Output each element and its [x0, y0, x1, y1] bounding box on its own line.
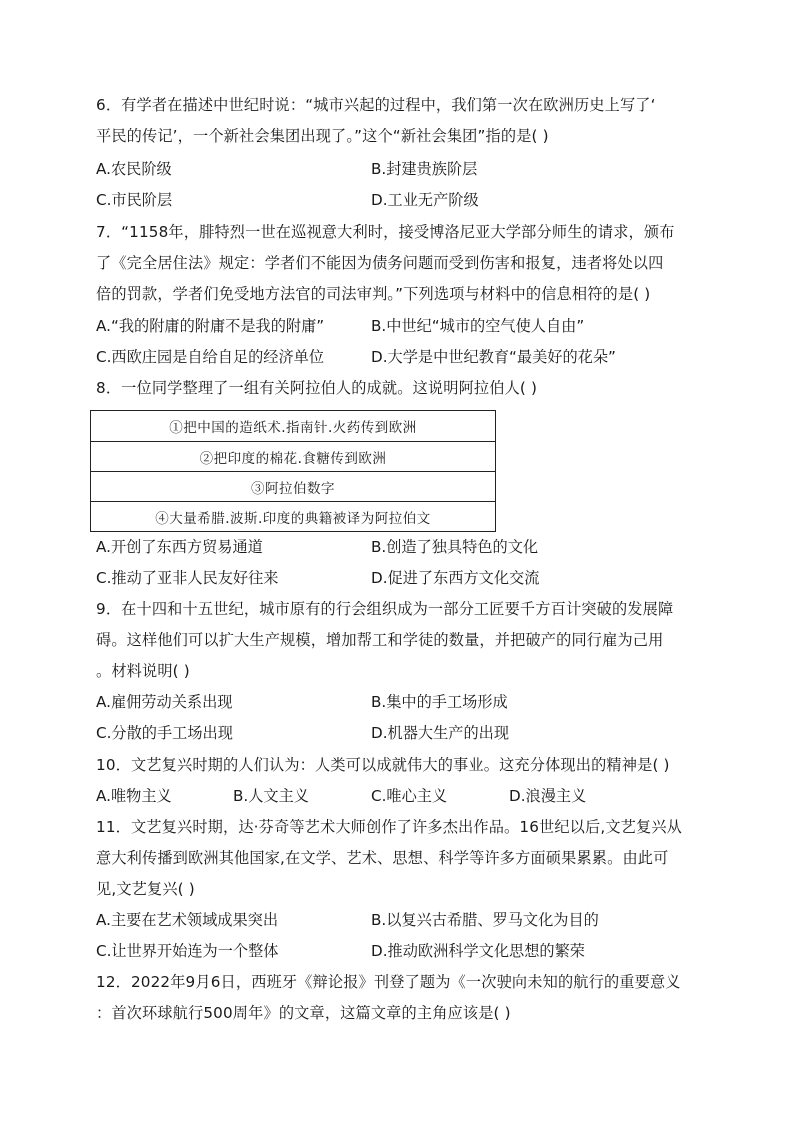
q8-option-a: A.开创了东西方贸易通道 [96, 538, 263, 556]
question-12-line-2: ：首次环球航行500周年》的文章，这篇文章的主角应该是( ) [96, 1004, 511, 1022]
question-11-line-3: 见,文艺复兴( ) [96, 880, 195, 898]
question-7-line-2: 了《完全居住法》规定：学者们不能因为债务问题而受到伤害和报复，违者将处以四 [96, 254, 664, 272]
q10-option-c: C.唯心主义 [371, 787, 448, 805]
question-9-line-2: 碍。这样他们可以扩大生产规模，增加帮工和学徒的数量，并把破产的同行雇为己用 [96, 631, 664, 649]
q6-option-b: B.封建贵族阶层 [371, 160, 478, 178]
q7-option-c: C.西欧庄园是自给自足的经济单位 [96, 348, 325, 366]
table-row: ④大量希腊.波斯.印度的典籍被译为阿拉伯文 [91, 501, 495, 531]
question-7-line-1: 7．“1158年，腓特烈一世在巡视意大利时，接受博洛尼亚大学部分师生的请求，颁布 [96, 223, 675, 241]
question-6-line-2: 平民的传记’，一个新社会集团出现了。”这个“新社会集团”指的是( ) [96, 127, 549, 145]
question-9-line-3: 。材料说明( ) [96, 662, 190, 680]
q9-option-c: C.分散的手工场出现 [96, 724, 233, 742]
q10-option-d: D.浪漫主义 [509, 787, 587, 805]
q10-option-b: B.人文主义 [233, 787, 309, 805]
arab-achievements-table [90, 410, 496, 532]
table-row: ①把中国的造纸术.指南针.火药传到欧洲 [169, 420, 417, 436]
question-11-line-2: 意大利传播到欧洲其他国家,在文学、艺术、思想、科学等许多方面硕果累累。由此可 [96, 849, 669, 867]
table-row: ③阿拉伯数字 [91, 471, 495, 501]
question-9-line-1: 9．在十四和十五世纪，城市原有的行会组织成为一部分工匠要千方百计突破的发展障 [96, 600, 674, 618]
table-row: ②把印度的棉花.食糖传到欧洲 [91, 441, 495, 471]
q9-option-b: B.集中的手工场形成 [371, 693, 508, 711]
q8-option-b: B.创造了独具特色的文化 [371, 538, 539, 556]
q7-option-d: D.大学是中世纪教育“最美好的花朵” [371, 348, 616, 366]
q9-option-d: D.机器大生产的出现 [371, 724, 510, 742]
question-7-line-3: 倍的罚款，学者们免受地方法官的司法审判。”下列选项与材料中的信息相符的是( ) [96, 285, 651, 303]
q7-option-a: A.“我的附庸的附庸不是我的附庸” [96, 317, 325, 335]
question-8-line-1: 8．一位同学整理了一组有关阿拉伯人的成就。这说明阿拉伯人( ) [96, 379, 538, 397]
q11-option-b: B.以复兴古希腊、罗马文化为目的 [371, 911, 599, 929]
q7-option-b: B.中世纪“城市的空气使人自由” [371, 317, 585, 335]
question-12-line-1: 12．2022年9月6日，西班牙《辩论报》刊登了题为《一次驶向未知的航行的重要意义 [96, 973, 681, 991]
q8-option-c: C.推动了亚非人民友好往来 [96, 569, 279, 587]
question-11-line-1: 11．文艺复兴时期，达·芬奇等艺术大师创作了许多杰出作品。16世纪以后,文艺复兴从 [96, 818, 683, 836]
q6-option-a: A.农民阶级 [96, 160, 172, 178]
q10-option-a: A.唯物主义 [96, 787, 172, 805]
q6-option-d: D.工业无产阶级 [371, 191, 479, 209]
q9-option-a: A.雇佣劳动关系出现 [96, 693, 233, 711]
q11-option-a: A.主要在艺术领域成果突出 [96, 911, 279, 929]
question-6-line-1: 6．有学者在描述中世纪时说：“城市兴起的过程中，我们第一次在欧洲历史上写了‘ [96, 96, 656, 114]
q8-option-d: D.促进了东西方文化交流 [371, 569, 540, 587]
q6-option-c: C.市民阶层 [96, 191, 173, 209]
q11-option-d: D.推动欧洲科学文化思想的繁荣 [371, 942, 585, 960]
question-10-line-1: 10．文艺复兴时期的人们认为：人类可以成就伟大的事业。这充分体现出的精神是( ) [96, 756, 670, 774]
q11-option-c: C.让世界开始连为一个整体 [96, 942, 279, 960]
